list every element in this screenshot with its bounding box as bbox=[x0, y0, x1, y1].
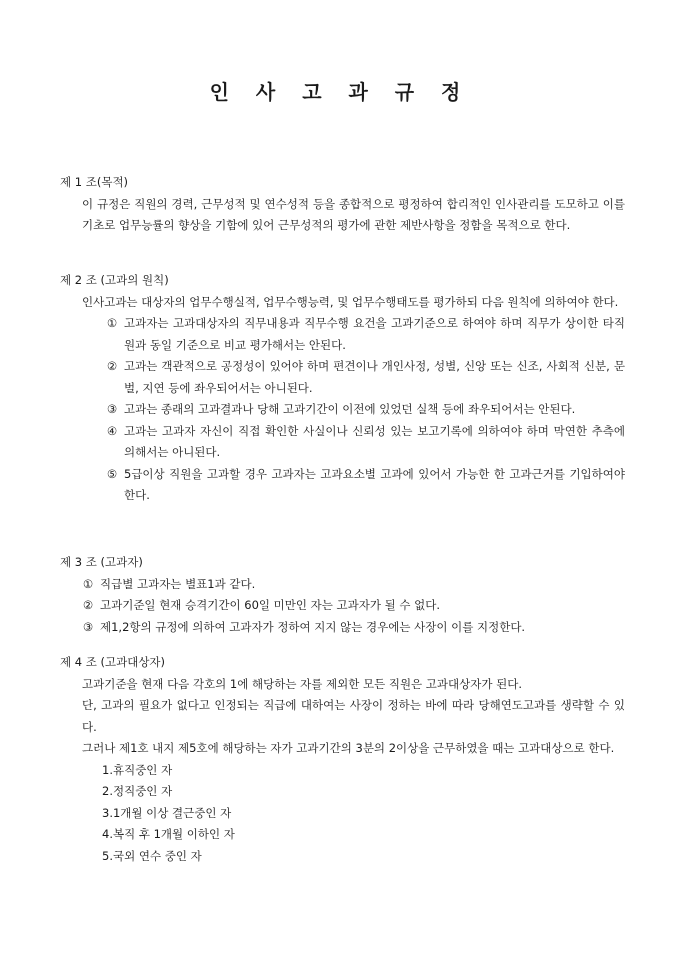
item-text: 직급별 고과자는 별표1과 같다. bbox=[100, 576, 256, 591]
article-heading: 제 2 조 (고과의 원칙) bbox=[60, 273, 169, 287]
list-item bbox=[60, 574, 625, 596]
list-item bbox=[60, 399, 625, 421]
item-text: 제1,2항의 규정에 의하여 고과자가 정하여 지지 않는 경우에는 사장이 이를 지정한다. bbox=[100, 619, 526, 634]
list-item bbox=[60, 595, 625, 617]
item-text: 고과는 객관적으로 공정성이 있어야 하며 편견이나 개인사정, 성별, 신앙 또는 신조, 사회적 신분, 문벌, 지연 등에 좌우되어서는 아니된다. bbox=[124, 359, 625, 395]
item-number: ② bbox=[82, 598, 94, 612]
item-number: ⑤ bbox=[106, 466, 118, 481]
item-number: ④ bbox=[106, 423, 118, 438]
article-heading: 제 3 조 (고과자) bbox=[60, 555, 143, 569]
item-number: ① bbox=[106, 316, 118, 330]
item-number: ③ bbox=[82, 619, 94, 634]
item-number: ① bbox=[82, 576, 94, 591]
list-item bbox=[60, 356, 625, 399]
article-paragraph: 인사고과는 대상자의 업무수행실적, 업무수행능력, 및 업무수행태도를 평가하되 다음 원칙에 의하여야 한다. bbox=[82, 294, 619, 309]
article-paragraph: 고과기준을 현재 다음 각호의 1에 해당하는 자를 제외한 모든 직원은 고과대상자가 된다. bbox=[82, 676, 522, 691]
item-text: 고과는 고과자 자신이 직접 확인한 사실이나 신뢰성 있는 보고기록에 의하여야 하며 막연한 추측에 의해서는 아니된다. bbox=[124, 423, 625, 459]
article-4 bbox=[60, 652, 625, 867]
article-2 bbox=[60, 270, 625, 507]
article-1 bbox=[60, 172, 625, 237]
list-item bbox=[60, 617, 625, 639]
article-heading: 제 4 조 (고과대상자) bbox=[60, 655, 166, 669]
sub-item: 2.정직중인 자 bbox=[102, 784, 173, 798]
item-text: 고과는 종래의 고과결과나 당해 고과기간이 이전에 있었던 실책 등에 좌우되어서는 안된다. bbox=[124, 402, 576, 416]
list-item bbox=[60, 421, 625, 464]
article-paragraph: 그러나 제1호 내지 제5호에 해당하는 자가 고과기간의 3분의 2이상을 근무하였을 때는 고과대상으로 한다. bbox=[82, 741, 615, 755]
item-number: ③ bbox=[106, 402, 118, 416]
item-text: 5급이상 직원을 고과할 경우 고과자는 고과요소별 고과에 있어서 가능한 한 고과근거를 기입하여야 한다. bbox=[124, 466, 625, 502]
document-title: 인 사 고 과 규 정 bbox=[209, 80, 471, 104]
list-item bbox=[60, 313, 625, 356]
item-text: 고과기준일 현재 승격기간이 60일 미만인 자는 고과자가 될 수 없다. bbox=[100, 598, 441, 612]
sub-item: 3.1개월 이상 결근중인 자 bbox=[102, 805, 232, 820]
item-number: ② bbox=[106, 359, 118, 373]
article-3 bbox=[60, 552, 625, 638]
sub-item: 4.복직 후 1개월 이하인 자 bbox=[102, 827, 235, 841]
sub-item: 1.휴직중인 자 bbox=[102, 762, 173, 777]
sub-item: 5.국외 연수 중인 자 bbox=[102, 848, 202, 863]
article-paragraph: 단, 고과의 필요가 없다고 인정되는 직급에 대하여는 사장이 정하는 바에 따라 당해연도고과를 생략할 수 있다. bbox=[82, 698, 625, 734]
list-item bbox=[60, 464, 625, 507]
article-heading: 제 1 조(목적) bbox=[60, 175, 129, 189]
item-text: 고과자는 고과대상자의 직무내용과 직무수행 요건을 고과기준으로 하여야 하며 직무가 상이한 타직원과 동일 기준으로 비교 평가해서는 안된다. bbox=[124, 316, 625, 352]
article-paragraph: 이 규정은 직원의 경력, 근무성적 및 연수성적 등을 종합적으로 평정하여 합리적인 인사관리를 도모하고 이를 기초로 업무능률의 향상을 기함에 있어 근무성적의 평가에 관한 제반사항을 정함을 목적으로 한다. bbox=[82, 196, 625, 232]
